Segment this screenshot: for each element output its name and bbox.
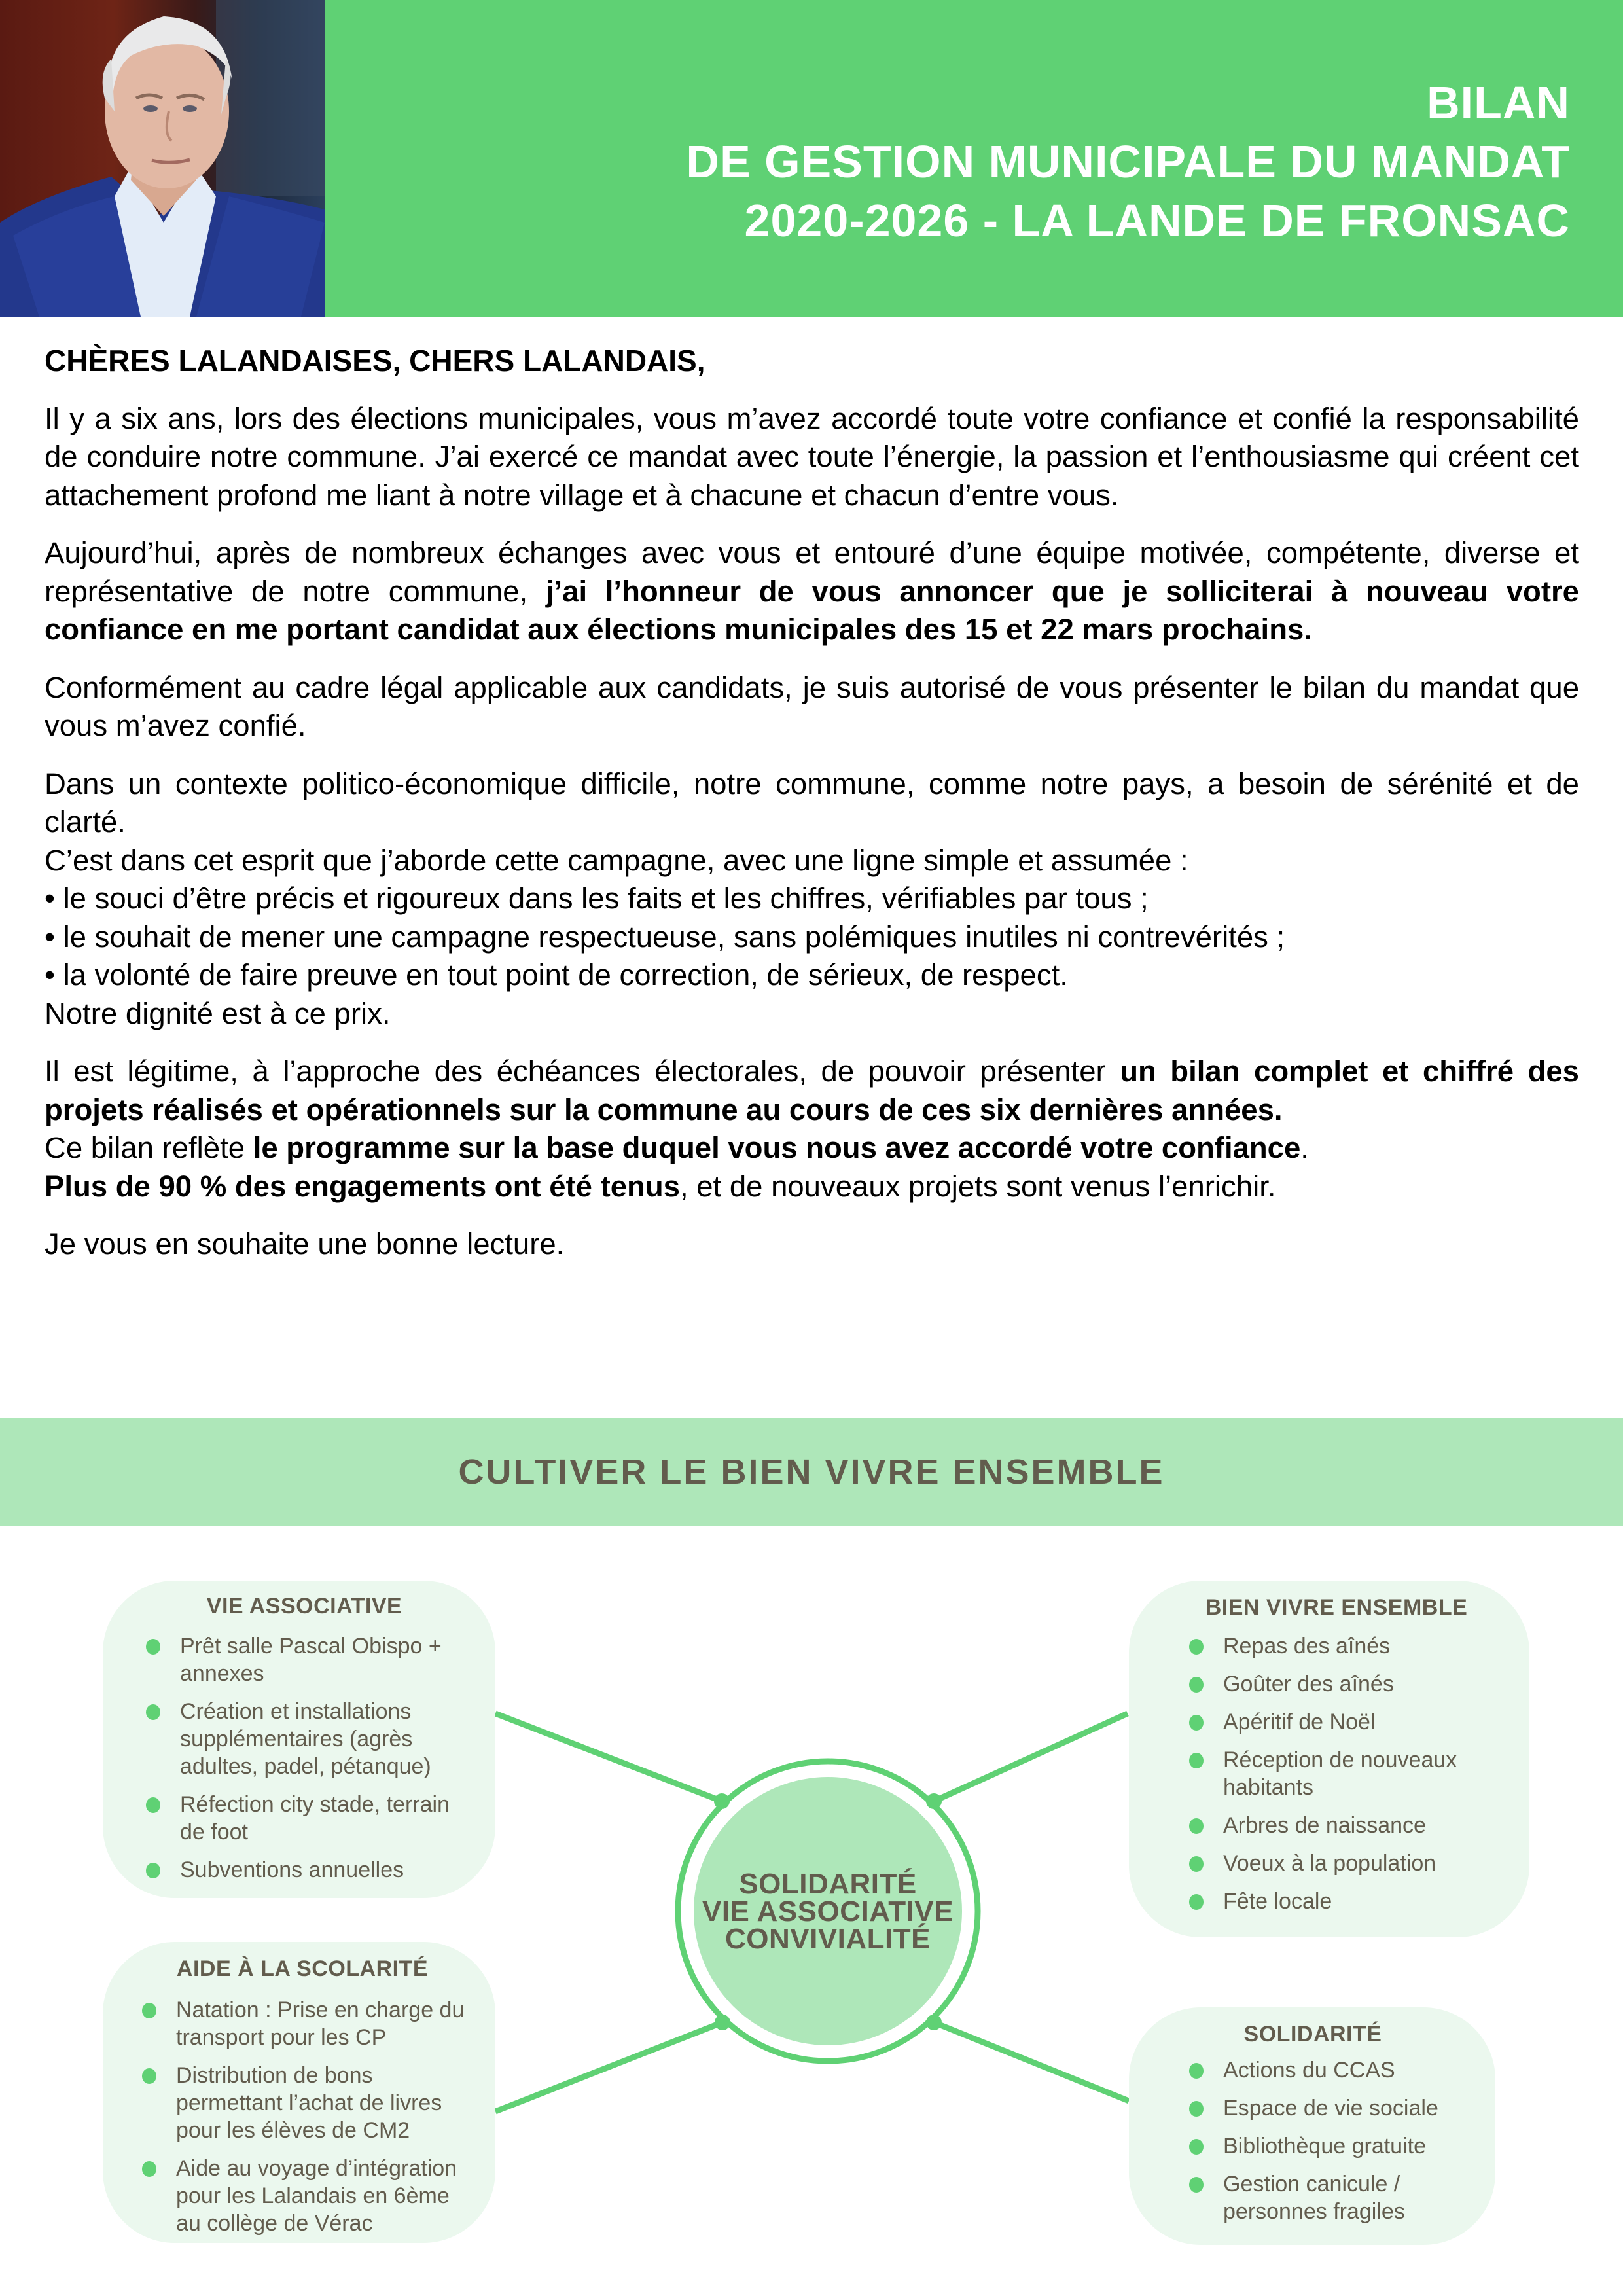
programme-end: . [1300,1131,1309,1164]
context-line: C’est dans cet esprit que j’aborde cette campagne, avec une ligne simple et assumée : [45,843,1188,877]
list-item: Distribution de bons permettant l’achat de livres pour les élèves de CM2 [142,2062,476,2144]
bullet-dot-icon [146,1704,160,1720]
list-item: Subventions annuelles [146,1856,476,1884]
list-item: Bibliothèque gratuite [1189,2132,1476,2160]
mayor-letter [45,342,1579,1283]
card-title: VIE ASSOCIATIVE [206,1594,402,1619]
salutation: CHÈRES LALANDAISES, CHERS LALANDAIS, [45,344,705,378]
card-list [1189,1632,1510,1915]
candidacy-text: Aujourd’hui, après de nombreux échanges avec vous et entouré d’une équipe motivée, compétente, diverse et représentative de notre commune, [45,536,1579,608]
connector-line [495,2022,722,2111]
bullet-dot-icon [1189,1639,1204,1655]
list-item: Natation : Prise en charge du transport pour les CP [142,1996,476,2051]
bilan-bold: un bilan complet et chiffré des projets réalisés et opérationnels sur la commune au cours de ces six dernières années. [45,1054,1579,1126]
center-theme-label [697,1868,959,1955]
connector-dot [926,1793,942,1809]
principle-bullet: • la volonté de faire preuve en tout point de correction, de sérieux, de respect. [45,958,1068,992]
bullet-dot-icon [1189,1894,1204,1910]
bullet-dot-icon [1189,2101,1204,2117]
list-item: Arbres de naissance [1189,1812,1510,1839]
bullet-dot-icon [1189,1856,1204,1872]
bullet-dot-icon [1189,2139,1204,2155]
principle-bullet: • le souci d’être précis et rigoureux dans les faits et les chiffres, vérifiables par tous ; [45,882,1149,915]
bullet-dot-icon [1189,2063,1204,2079]
programme-bold: le programme sur la base duquel vous nous avez accordé votre confiance [253,1131,1301,1164]
paragraph-intro: Il y a six ans, lors des élections municipales, vous m’avez accordé toute votre confiance et confié la responsabilité de conduire notre commune. J’ai exercé ce mandat avec toute l’énergie, la passion et l’enthousiasme qui créent cet attachement profond me liant à notre village et à chacune et chacun d’entre vous. [45,401,1579,512]
card-list [1189,2056,1476,2225]
card-title: SOLIDARITÉ [1243,2022,1382,2047]
bullet-dot-icon [1189,2177,1204,2193]
card-title: BIEN VIVRE ENSEMBLE [1205,1595,1468,1620]
principle-bullet: • le souhait de mener une campagne respectueuse, sans polémiques inutiles ni contrevérités ; [45,920,1285,954]
card-bien-vivre-ensemble [1129,1581,1529,1937]
title-line-1: BILAN [1427,77,1570,128]
closing-line: Je vous en souhaite une bonne lecture. [45,1227,565,1261]
context-text: Dans un contexte politico-économique difficile, notre commune, comme notre pays, a besoin de sérénité et de clarté. [45,766,1579,838]
programme-text: Ce bilan reflète [45,1131,253,1164]
bullet-dot-icon [1189,1753,1204,1768]
bullet-dot-icon [1189,1715,1204,1731]
document-title [686,73,1570,250]
list-item: Réfection city stade, terrain de foot [146,1791,476,1846]
paragraph-context [45,765,1579,1033]
engagements-text: , et de nouveaux projets sont venus l’enrichir. [679,1169,1276,1203]
list-item: Création et installations supplémentaires (agrès adultes, padel, pétanque) [146,1698,476,1780]
bullet-dot-icon [1189,1818,1204,1834]
title-line-3: 2020-2026 - LA LANDE DE FRONSAC [744,195,1570,246]
mayor-portrait-photo [0,0,325,317]
paragraph-engagements [45,1168,1579,1206]
paragraph-candidacy [45,534,1579,649]
connector-line [495,1713,722,1801]
paragraph-legal: Conformément au cadre légal applicable aux candidats, je suis autorisé de vous présenter le bilan du mandat que vous m’avez confié. [45,670,1579,742]
dignity-line: Notre dignité est à ce prix. [45,996,391,1030]
bullet-dot-icon [142,2003,156,2018]
card-title: AIDE À LA SCOLARITÉ [176,1956,429,1981]
list-item: Espace de vie sociale [1189,2094,1476,2122]
center-line: CONVIVIALITÉ [724,1923,931,1955]
header-banner [0,0,1623,317]
bullet-dot-icon [1189,1677,1204,1693]
list-item: Repas des aînés [1189,1632,1510,1660]
center-line: VIE ASSOCIATIVE [702,1895,954,1928]
bilan-text: Il est légitime, à l’approche des échéances électorales, de pouvoir présenter [45,1054,1120,1088]
list-item: Aide au voyage d’intégration pour les Lalandais en 6ème au collège de Vérac [142,2155,476,2237]
center-line: SOLIDARITÉ [739,1868,917,1900]
portrait-illustration [0,0,325,317]
list-item: Goûter des aînés [1189,1670,1510,1698]
paragraph-programme [45,1129,1579,1168]
card-aide-scolarite [103,1942,495,2243]
title-line-2: DE GESTION MUNICIPALE DU MANDAT [686,136,1570,187]
list-item: Réception de nouveaux habitants [1189,1746,1510,1801]
section-banner [0,1418,1623,1526]
list-item: Actions du CCAS [1189,2056,1476,2084]
bullet-dot-icon [146,1863,160,1878]
connector-dot [926,2015,942,2030]
engagements-bold: Plus de 90 % des engagements ont été tenus [45,1169,680,1203]
card-list [146,1632,476,1884]
card-solidarite [1129,2007,1495,2245]
list-item: Prêt salle Pascal Obispo + annexes [146,1632,476,1687]
bullet-dot-icon [142,2068,156,2084]
list-item: Apéritif de Noël [1189,1708,1510,1736]
bullet-dot-icon [146,1797,160,1813]
card-vie-associative [103,1581,495,1898]
bullet-dot-icon [146,1639,160,1655]
paragraph-bilan [45,1052,1579,1129]
bullet-dot-icon [142,2161,156,2177]
connector-line [934,2022,1129,2101]
candidacy-announcement: j’ai l’honneur de vous annoncer que je solliciterai à nouveau votre confiance en me portant candidat aux élections municipales des 15 et 22 mars prochains. [45,574,1579,646]
connector-line [934,1713,1128,1801]
section-title: CULTIVER LE BIEN VIVRE ENSEMBLE [458,1452,1165,1492]
connector-dot [715,2015,730,2030]
list-item: Fête locale [1189,1888,1510,1915]
card-list [142,1996,476,2237]
list-item: Voeux à la population [1189,1850,1510,1877]
list-item: Gestion canicule / personnes fragiles [1189,2170,1476,2225]
connector-dot [714,1793,730,1809]
